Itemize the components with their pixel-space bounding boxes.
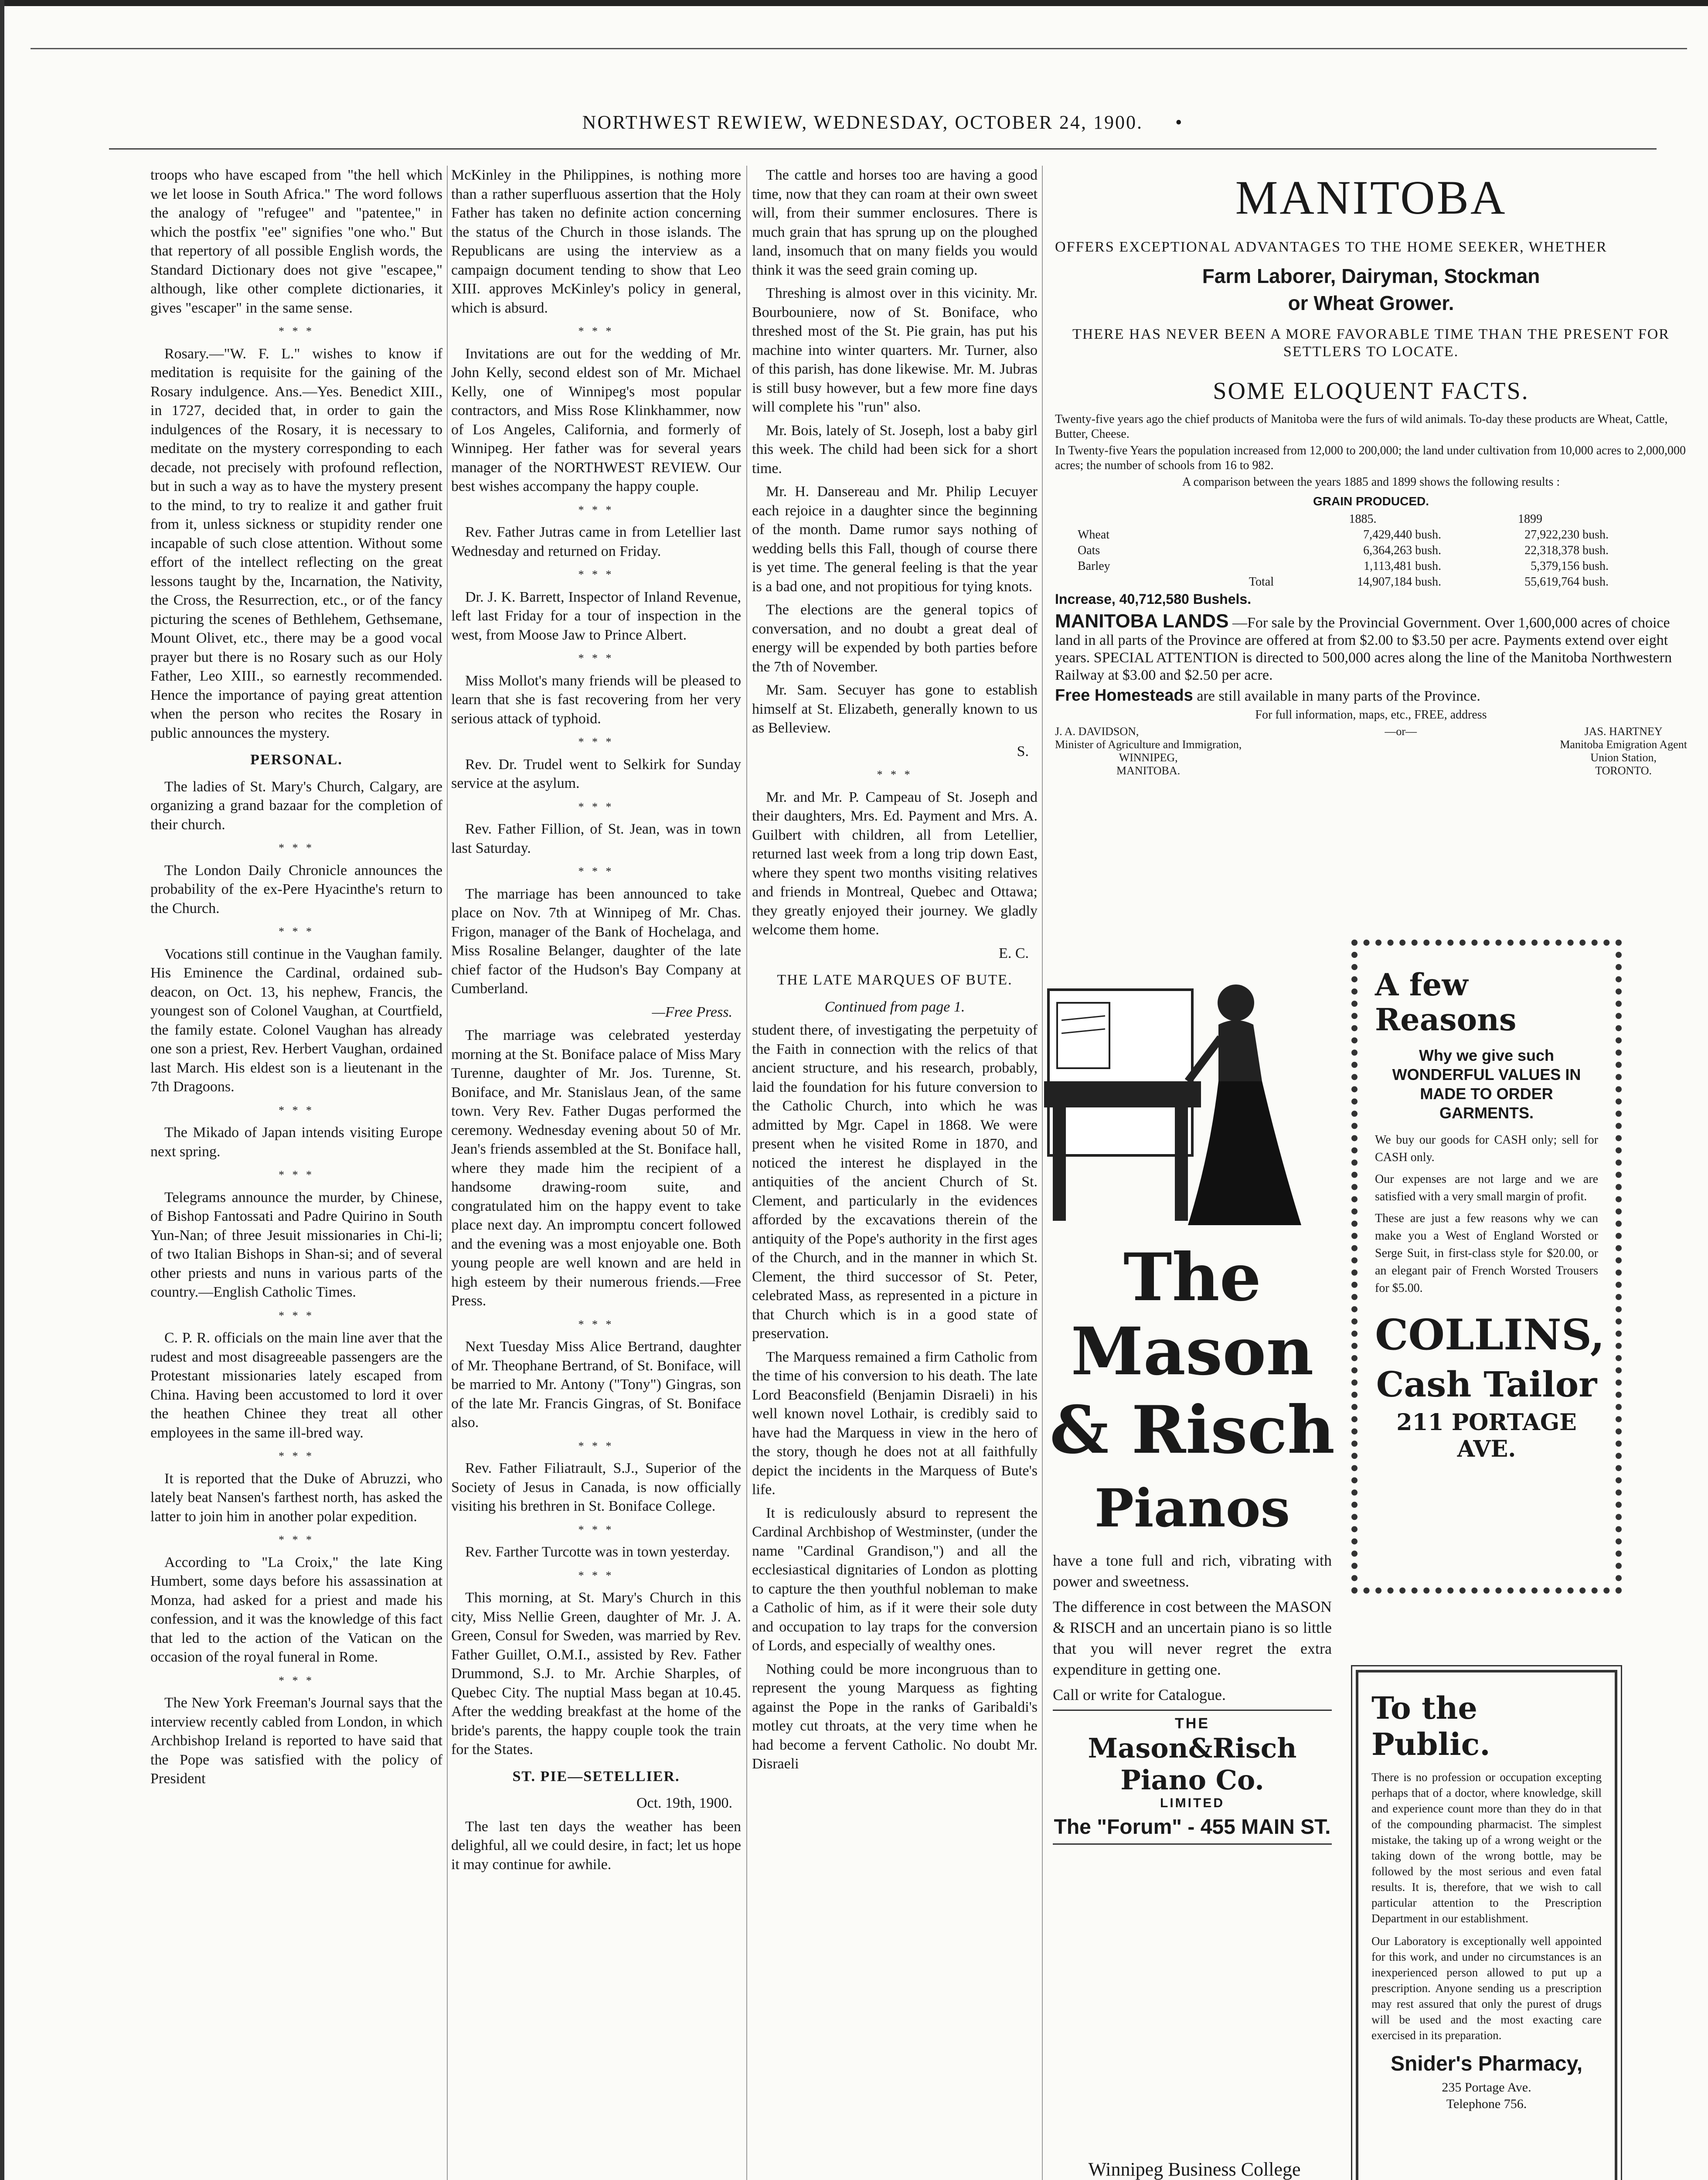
brand-name: The Mason: [1071, 1239, 1314, 1390]
address-line: JAS. HARTNEY: [1584, 725, 1663, 738]
lands-paragraph: [1055, 610, 1687, 684]
column-3: [752, 166, 1038, 1778]
separator-stars: * * *: [578, 1569, 614, 1582]
article-paragraph: The London Daily Chronicle announces the probability of the ex-Pere Hyacinthe's return to the Church.: [150, 862, 442, 916]
business-tagline: Cash Tailor: [1376, 1364, 1597, 1405]
business-address: 235 Portage Ave.: [1442, 2080, 1531, 2095]
ad-title: Winnipeg Business College: [1088, 2159, 1301, 2180]
table-header: 1885.: [1349, 512, 1377, 526]
business-telephone: Telephone 756.: [1446, 2097, 1527, 2111]
article-paragraph: It is reported that the Duke of Abruzzi, who lately beat Nansen's farthest north, has asked the latter to join him in another polar expedition.: [150, 1470, 442, 1525]
divider: [1053, 1843, 1332, 1845]
article-paragraph: Mr. Bois, lately of St. Joseph, lost a baby girl this week. The child had been sick for a short time.: [752, 422, 1038, 477]
separator-stars: * * *: [279, 841, 314, 854]
article-paragraph: troops who have escaped from "the hell which we let loose in South Africa." The word follows the analogy of "refugee" and "patentee," in which the postfix "ee" signifies "one who." But that repertory of all possible English words, the Standard Dictionary does not give "escapee," although, like other complete dictionaries, it gives "escaper" in the same sense.: [150, 167, 442, 316]
ad-text: OFFERS EXCEPTIONAL ADVANTAGES TO THE HOME SEEKER, WHETHER: [1055, 239, 1607, 255]
page-edge-left: [0, 0, 4, 2180]
separator-stars: * * *: [279, 1533, 314, 1546]
business-name: Snider's Pharmacy,: [1390, 2052, 1583, 2075]
article-paragraph: Rev. Farther Turcotte was in town yesterday.: [465, 1544, 730, 1560]
article-paragraph: This morning, at St. Mary's Church in this city, Miss Nellie Green, daughter of Mr. J. A. Green, Consul for Sweden, was married by Rev. Father Guillet, O.M.I., assisted by Rev. Father Drummond, S.J. to Mr. Archie Sharples, of Quebec City. The nuptial Mass began at 10.45. After the wedding breakfast at the home of the bride's parents, the happy couple took the train for the States.: [451, 1590, 741, 1758]
section-heading: ST. PIE—SETELLIER.: [512, 1768, 680, 1785]
masthead-mark: •: [1175, 112, 1184, 133]
address-block: [1055, 725, 1687, 777]
page-edge-top: [0, 0, 1708, 6]
separator-stars: * * *: [279, 1104, 314, 1117]
mason-risch-advertisement: [1044, 937, 1341, 2158]
business-name: COLLINS,: [1375, 1310, 1605, 1359]
article-paragraph: Dr. J. K. Barrett, Inspector of Inland Revenue, left last Friday for a tour of inspection in the west, from Moose Jaw to Prince Albert.: [451, 589, 741, 643]
separator-stars: * * *: [578, 503, 614, 516]
separator-stars: * * *: [578, 652, 614, 664]
article-paragraph: Mr. Sam. Secuyer has gone to establish himself at St. Elizabeth, generally known to us as Belleview.: [752, 682, 1038, 736]
separator-stars: * * *: [279, 325, 314, 337]
article-paragraph: McKinley in the Philippines, is nothing more than a rather superfluous assertion that the Holy Father has taken no definite action concerning the status of the Church in those islands. The Republicans are using the interview as a campaign document tending to show that Leo XIII. approves McKinley's policy in general, which is absurd.: [451, 167, 741, 316]
separator-stars: * * *: [578, 736, 614, 748]
article-paragraph: The marriage was celebrated yesterday morning at the St. Boniface palace of Miss Mary Turenne, daughter of Mr. Jos. Turenne, St. Boniface, and Mr. Stanislaus Jean, of the same town. Very Rev. Father Dugas performed the ceremony. Wednesday evening about 50 of Mr. Jean's friends assembled at the St. Boniface hall, where they made him the recipient of a handsome drawing-room suite, and congratulated him on the happy event to take place next day. An impromptu concert followed and the evening was a most enjoyable one. Both young people are well known and are held in high esteem by their numerous friends.—Free Press.: [451, 1027, 741, 1309]
separator-stars: * * *: [279, 1450, 314, 1462]
signature: E. C.: [999, 945, 1029, 961]
article-paragraph: Rev. Father Fillion, of St. Jean, was in town last Saturday.: [451, 821, 741, 856]
separator-stars: * * *: [578, 800, 614, 813]
masthead-text: NORTHWEST REWIEW, WEDNESDAY, OCTOBER 24, 1900.: [582, 112, 1143, 133]
table-row: [1072, 559, 1614, 574]
separator-stars: * * *: [578, 1523, 614, 1536]
ad-title: MANITOBA: [1235, 171, 1507, 224]
table-row: [1072, 543, 1614, 559]
company-name: Mason&Risch Piano Co.: [1088, 1732, 1297, 1796]
table-cell: 22,318,378 bush.: [1524, 544, 1609, 557]
article-paragraph: It is rediculously absurd to represent the Cardinal Archbishop of Westminster, (under the name "Cardinal Grandison,") and all the ecclesiastical dignitaries of London as plotting to capture the then youthful nobleman to make a Catholic of him, as if it were their sole duty and occupation to lay traps for the conversion of Lords, and especially of wealthy ones.: [752, 1505, 1038, 1654]
ad-text: Our Laboratory is exceptionally well appointed for this work, and under no circumstances is an inexperienced person allowed to put up a prescription. Anyone sending us a prescription may rest assured that only the purest of drugs will be used and the most exacting care exercised in its preparation.: [1371, 1935, 1602, 2042]
ad-text: For full information, maps, etc., FREE, address: [1255, 708, 1487, 722]
article-paragraph: The marriage has been announced to take place on Nov. 7th at Winnipeg of Mr. Chas. Frigon, manager of the Bank of Hochelaga, and Miss Rosaline Belanger, daughter of the late chief factor of the Hudson's Bay Company at Cumberland.: [451, 886, 741, 997]
article-paragraph: Threshing is almost over in this vicinity. Mr. Bourbouniere, now of St. Boniface, who threshed most of the St. Pie grain, has put his machine into winter quarters. Mr. Turner, also of this parish, has done likewise. Mr. M. Jubras is still busy however, but a few more fine days will complete his "run" also.: [752, 285, 1038, 415]
separator-stars: * * *: [578, 325, 614, 337]
manitoba-advertisement: [1046, 166, 1696, 859]
separator-stars: * * *: [279, 1674, 314, 1687]
dateline: Oct. 19th, 1900.: [636, 1795, 732, 1811]
address-line: Union Station,: [1590, 751, 1657, 764]
table-row: [1072, 527, 1614, 543]
address-right: [1560, 725, 1687, 777]
article-paragraph: Telegrams announce the murder, by Chinese, of Bishop Fantossati and Padre Quirino in South Yun-Nan; of three Jesuit missionaries in Chi-li; of two Italian Bishops in Shan-si; and of several other priests and nuns in various parts of the country.—English Catholic Times.: [150, 1189, 442, 1300]
column-rule: [1042, 166, 1043, 2180]
homesteads-title: Free Homesteads: [1055, 686, 1193, 705]
ad-text: Twenty-five years ago the chief products of Manitoba were the furs of wild animals. To-day these products are Wheat, Cattle, Butter, Cheese.: [1055, 412, 1668, 441]
separator-stars: * * *: [877, 768, 913, 781]
table-cell: 14,907,184 bush.: [1357, 575, 1441, 589]
grain-table: [1072, 511, 1614, 590]
table-cell: 55,619,764 bush.: [1524, 575, 1609, 589]
ad-emphasis: Increase, 40,712,580 Bushels.: [1055, 591, 1252, 607]
article-paragraph: student there, of investigating the perpetuity of the Faith in connection with the relics of that ancient structure, and his research, probably, laid the foundation for his future conversion to the Catholic Church, into which he was admitted by Mgr. Capel in 1868. We were present when he visited Rome in 1870, and noticed the interest he displayed in the antiquities of the ancient Church of St. Clement, and particularly in the evidences afforded by the excavations therein of the antiquity of the Pope's authority in the first ages of the Church, and in the manner in which St. Clement, the third successor of St. Peter, celebrated Mass, as represented in a picture in that Church which is in a good state of preservation.: [752, 1022, 1038, 1342]
ad-text: Our expenses are not large and we are satisfied with a very small margin of profit.: [1375, 1172, 1598, 1203]
woman-at-piano-illustration: [1044, 937, 1306, 1234]
article-paragraph: Rosary.—"W. F. L." wishes to know if meditation is requisite for the gaining of the Rosary indulgence. Ans.—Yes. Benedict XIII., in 1727, decided that, in order to gain the indulgences of the Rosary, it is necessary to meditate on the mystery corresponding to each decade, not precisely with profound reflection, but in such a way as to have the mystery present to the mind, to try to realize it and gather fruit from it, unless sickness or stupidity render one incapable of such close attention. Without some effort of the intellect reflecting on the great lessons taught by the, Incarnation, the Nativity, the Cross, the Resurrection, etc., or of the fancy picturing the scenes of Bethlehem, Gethsemane, Mount Olivet, etc., there may be a good vocal prayer but there is no Rosary such as our Holy Father, Leo XIII., so earnestly recommended. Hence the importance of paying great attention when the person who recites the Rosary in public announces the mystery.: [150, 345, 442, 741]
table-cell: Barley: [1078, 559, 1110, 573]
table-cell: 27,922,230 bush.: [1524, 528, 1609, 542]
grain-table-title: GRAIN PRODUCED.: [1313, 494, 1429, 508]
homesteads-paragraph: [1055, 687, 1687, 705]
table-cell: Total: [1249, 575, 1274, 589]
article-paragraph: The New York Freeman's Journal says that the interview recently cabled from London, in which Archbishop Ireland is reported to have said that the Pope was satisfied with the policy of President: [150, 1695, 442, 1787]
separator-stars: * * *: [279, 1309, 314, 1322]
column-rule: [746, 166, 747, 2180]
signature: S.: [1017, 743, 1029, 760]
address-line: J. A. DAVIDSON,: [1055, 725, 1139, 738]
section-heading: THE LATE MARQUES OF BUTE.: [777, 972, 1013, 988]
article-paragraph: Invitations are out for the wedding of Mr. John Kelly, second eldest son of Mr. Michael Kelly, one of Winnipeg's most popular contractors, and Miss Rose Klinkhammer, now of Los Angeles, California, and formerly of Winnipeg. Her father was for several years manager of the NORTHWEST REVIEW. Our best wishes accompany the happy couple.: [451, 345, 741, 494]
page-top-rule: [31, 48, 1687, 49]
signature: —Free Press.: [652, 1004, 732, 1020]
article-paragraph: The elections are the general topics of conversation, and no doubt a great deal of energy will be expended by both parties before the 7th of November.: [752, 602, 1038, 675]
article-paragraph: The ladies of St. Mary's Church, Calgary, are organizing a grand bazaar for the completion of their church.: [150, 778, 442, 833]
ad-text: THERE HAS NEVER BEEN A MORE FAVORABLE TIME THAN THE PRESENT FOR SETTLERS TO LOCATE.: [1072, 326, 1670, 360]
article-paragraph: According to "La Croix," the late King Humbert, some days before his assassination at Monza, had asked for a priest and made his confession, and it was the knowledge of this fact that led to the action of the Vatican on the occasion of the royal funeral in Rome.: [150, 1554, 442, 1665]
article-paragraph: Mr. and Mr. P. Campeau of St. Joseph and their daughters, Mrs. Ed. Payment and Mrs. A. Guilbert with children, all from Letellier, returned last week from a long trip down East, where they spent two months visiting relatives and friends in Montreal, Quebec and Ottawa; they greatly enjoyed their journey. We gladly welcome them home.: [752, 789, 1038, 938]
ad-title: A few Reasons: [1375, 967, 1517, 1038]
ad-emphasis: or Wheat Grower.: [1288, 292, 1454, 314]
article-paragraph: Mr. H. Dansereau and Mr. Philip Lecuyer each rejoice in a daughter since the beginning of the month. Dame rumor says nothing of wedding bells this Fall, though of course there is yet time. The general feeling is that the year is a bad one, and not propitious for tying knots.: [752, 484, 1038, 595]
ad-text: A comparison between the years 1885 and 1899 shows the following results :: [1182, 475, 1560, 489]
article-paragraph: The Marquess remained a firm Catholic from the time of his conversion to his death. The late Lord Beaconsfield (Benjamin Disraeli) in his well known novel Lothair, is credibly said to have had the Marquess in view in the hero of the story, though he does not at all faithfully depict the incidents in the Marquess of Bute's life.: [752, 1349, 1038, 1498]
brand-name: & Risch: [1049, 1392, 1335, 1468]
company-suffix: LIMITED: [1160, 1796, 1225, 1810]
table-cell: 1,113,481 bush.: [1364, 559, 1441, 573]
brand-name: Pianos: [1094, 1478, 1290, 1539]
table-header: 1899: [1518, 512, 1542, 526]
business-address: 211 PORTAGE AVE.: [1396, 1409, 1577, 1462]
ad-text: These are just a few reasons why we can make you a West of England Worsted or Serge Suit, in first-class style for $20.00, or an elegant pair of French Worsted Trousers for $5.00.: [1375, 1212, 1598, 1295]
ad-text: have a tone full and rich, vibrating with power and sweetness.: [1053, 1552, 1332, 1590]
article-paragraph: Rev. Father Filiatrault, S.J., Superior of the Society of Jesus in Canada, is now officially visiting his brethren in St. Boniface College.: [451, 1460, 741, 1514]
collins-tailor-advertisement: [1351, 940, 1622, 1594]
ad-text: The difference in cost between the MASON & RISCH and an uncertain piano is so little that you will never regret the extra expenditure in getting one.: [1053, 1598, 1332, 1678]
table-header-row: [1072, 511, 1614, 527]
article-paragraph: The Mikado of Japan intends visiting Europe next spring.: [150, 1124, 442, 1160]
address-line: TORONTO.: [1595, 764, 1652, 777]
separator-stars: * * *: [578, 568, 614, 581]
ad-subtitle: Why we give such WONDERFUL VALUES IN MADE TO ORDER GARMENTS.: [1392, 1046, 1581, 1122]
column-1: [150, 166, 442, 1793]
divider: [1053, 1710, 1332, 1711]
ad-subtitle: SOME ELOQUENT FACTS.: [1213, 378, 1529, 405]
ad-title: To the Public.: [1371, 1690, 1490, 1762]
article-paragraph: Next Tuesday Miss Alice Bertrand, daughter of Mr. Theophane Bertrand, of St. Boniface, will be married to Mr. Antony ("Tony") Gingras, son of the late Mr. Francis Gingras, of St. Boniface also.: [451, 1339, 741, 1431]
lands-text: —For sale by the Provincial Government. Over 1,600,000 acres of choice land in all parts of the Province are offered at from $2.00 to $3.50 per acre. Payments extend over eight years. SPECIAL ATTENTION is directed to 500,000 acres along the line of the Manitoba Northwestern Railway at $3.00 and $2.50 per acre.: [1055, 615, 1672, 683]
table-cell: Oats: [1078, 544, 1100, 557]
homesteads-text: are still available in many parts of the Province.: [1197, 688, 1480, 704]
article-paragraph: Rev. Father Jutras came in from Letellier last Wednesday and returned on Friday.: [451, 524, 741, 559]
company-prefix: THE: [1175, 1715, 1210, 1732]
business-college-advertisement: [1046, 2149, 1343, 2180]
ad-text: There is no profession or occupation excepting perhaps that of a doctor, where knowledge, skill and experience count more than they do in that of the compounding pharmacist. The simplest mistake, the taking up of a wrong weight or the taking down of the wrong bottle, may be followed by the most serious and even fatal results. It is, therefore, that we wish to call particular attention to the Prescription Department in our establishment.: [1371, 1771, 1602, 1925]
article-paragraph: Nothing could be more incongruous than to represent the young Marquess as fighting against the Pope in the ranks of Garibaldi's motley cut throats, at the very time when he had become a fervent Catholic. No doubt Mr. Disraeli: [752, 1661, 1038, 1772]
article-paragraph: C. P. R. officials on the main line aver that the rudest and most disagreeable passengers are the Protestant missionaries lately escaped from China. Having been accustomed to lord it over the heathen Chinee they treat all other employees in the same ill-bred way.: [150, 1330, 442, 1441]
separator-stars: * * *: [578, 1439, 614, 1452]
article-paragraph: Vocations still continue in the Vaughan family. His Eminence the Cardinal, ordained sub-deacon, on Oct. 13, his nephew, Francis, the youngest son of Colonel Vaughan, at Courtfield, the family estate. Colonel Vaughan has already one son a priest, Rev. Herbert Vaughan, ordained last March. His eldest son is a lieutenant in the 7th Dragoons.: [150, 946, 442, 1095]
table-row: [1072, 574, 1614, 590]
article-paragraph: Miss Mollot's many friends will be pleased to learn that she is fast recovering from her very serious attack of typhoid.: [451, 672, 741, 727]
table-cell: 6,364,263 bush.: [1363, 544, 1441, 557]
address-or: —or—: [1385, 725, 1417, 738]
company-address: The "Forum" - 455 MAIN ST.: [1054, 1816, 1331, 1839]
ad-text: In Twenty-five Years the population increased from 12,000 to 200,000; the land under cultivation from 10,000 acres to 2,000,000 acres; the number of schools from 16 to 982.: [1055, 444, 1686, 472]
separator-stars: * * *: [279, 925, 314, 938]
column-rule: [447, 166, 448, 2180]
separator-stars: * * *: [279, 1168, 314, 1181]
masthead: [109, 111, 1657, 146]
ad-text: We buy our goods for CASH only; sell for CASH only.: [1375, 1133, 1598, 1164]
table-cell: 5,379,156 bush.: [1531, 559, 1609, 573]
table-cell: 7,429,440 bush.: [1363, 528, 1441, 542]
column-2: [451, 166, 741, 1878]
section-heading: PERSONAL.: [250, 752, 343, 768]
table-cell: Wheat: [1078, 528, 1110, 542]
article-paragraph: The last ten days the weather has been delighful, all we could desire, in fact; let us hope it may continue for awhile.: [451, 1818, 741, 1873]
table-header: [1072, 511, 1279, 527]
article-paragraph: Rev. Dr. Trudel went to Selkirk for Sunday service at the asylum.: [451, 756, 741, 791]
address-line: Minister of Agriculture and Immigration,: [1055, 738, 1242, 751]
masthead-rule: [109, 148, 1657, 150]
lands-title: MANITOBA LANDS: [1055, 610, 1229, 632]
separator-stars: * * *: [578, 1318, 614, 1331]
snider-pharmacy-advertisement: [1356, 1670, 1617, 2180]
ad-text: Call or write for Catalogue.: [1053, 1686, 1226, 1703]
address-line: MANITOBA.: [1116, 764, 1181, 777]
continued-note: Continued from page 1.: [824, 998, 965, 1015]
address-line: Manitoba Emigration Agent: [1560, 738, 1687, 751]
address-line: WINNIPEG,: [1119, 751, 1178, 764]
address-left: [1055, 725, 1242, 777]
ad-emphasis: Farm Laborer, Dairyman, Stockman: [1202, 265, 1540, 287]
separator-stars: * * *: [578, 865, 614, 878]
article-paragraph: The cattle and horses too are having a good time, now that they can roam at their own sweet will, from their summer enclosures. There is much grain that has sprung up on the ploughed land, insomuch that on many fields you would think it was the seed grain coming up.: [752, 167, 1038, 278]
